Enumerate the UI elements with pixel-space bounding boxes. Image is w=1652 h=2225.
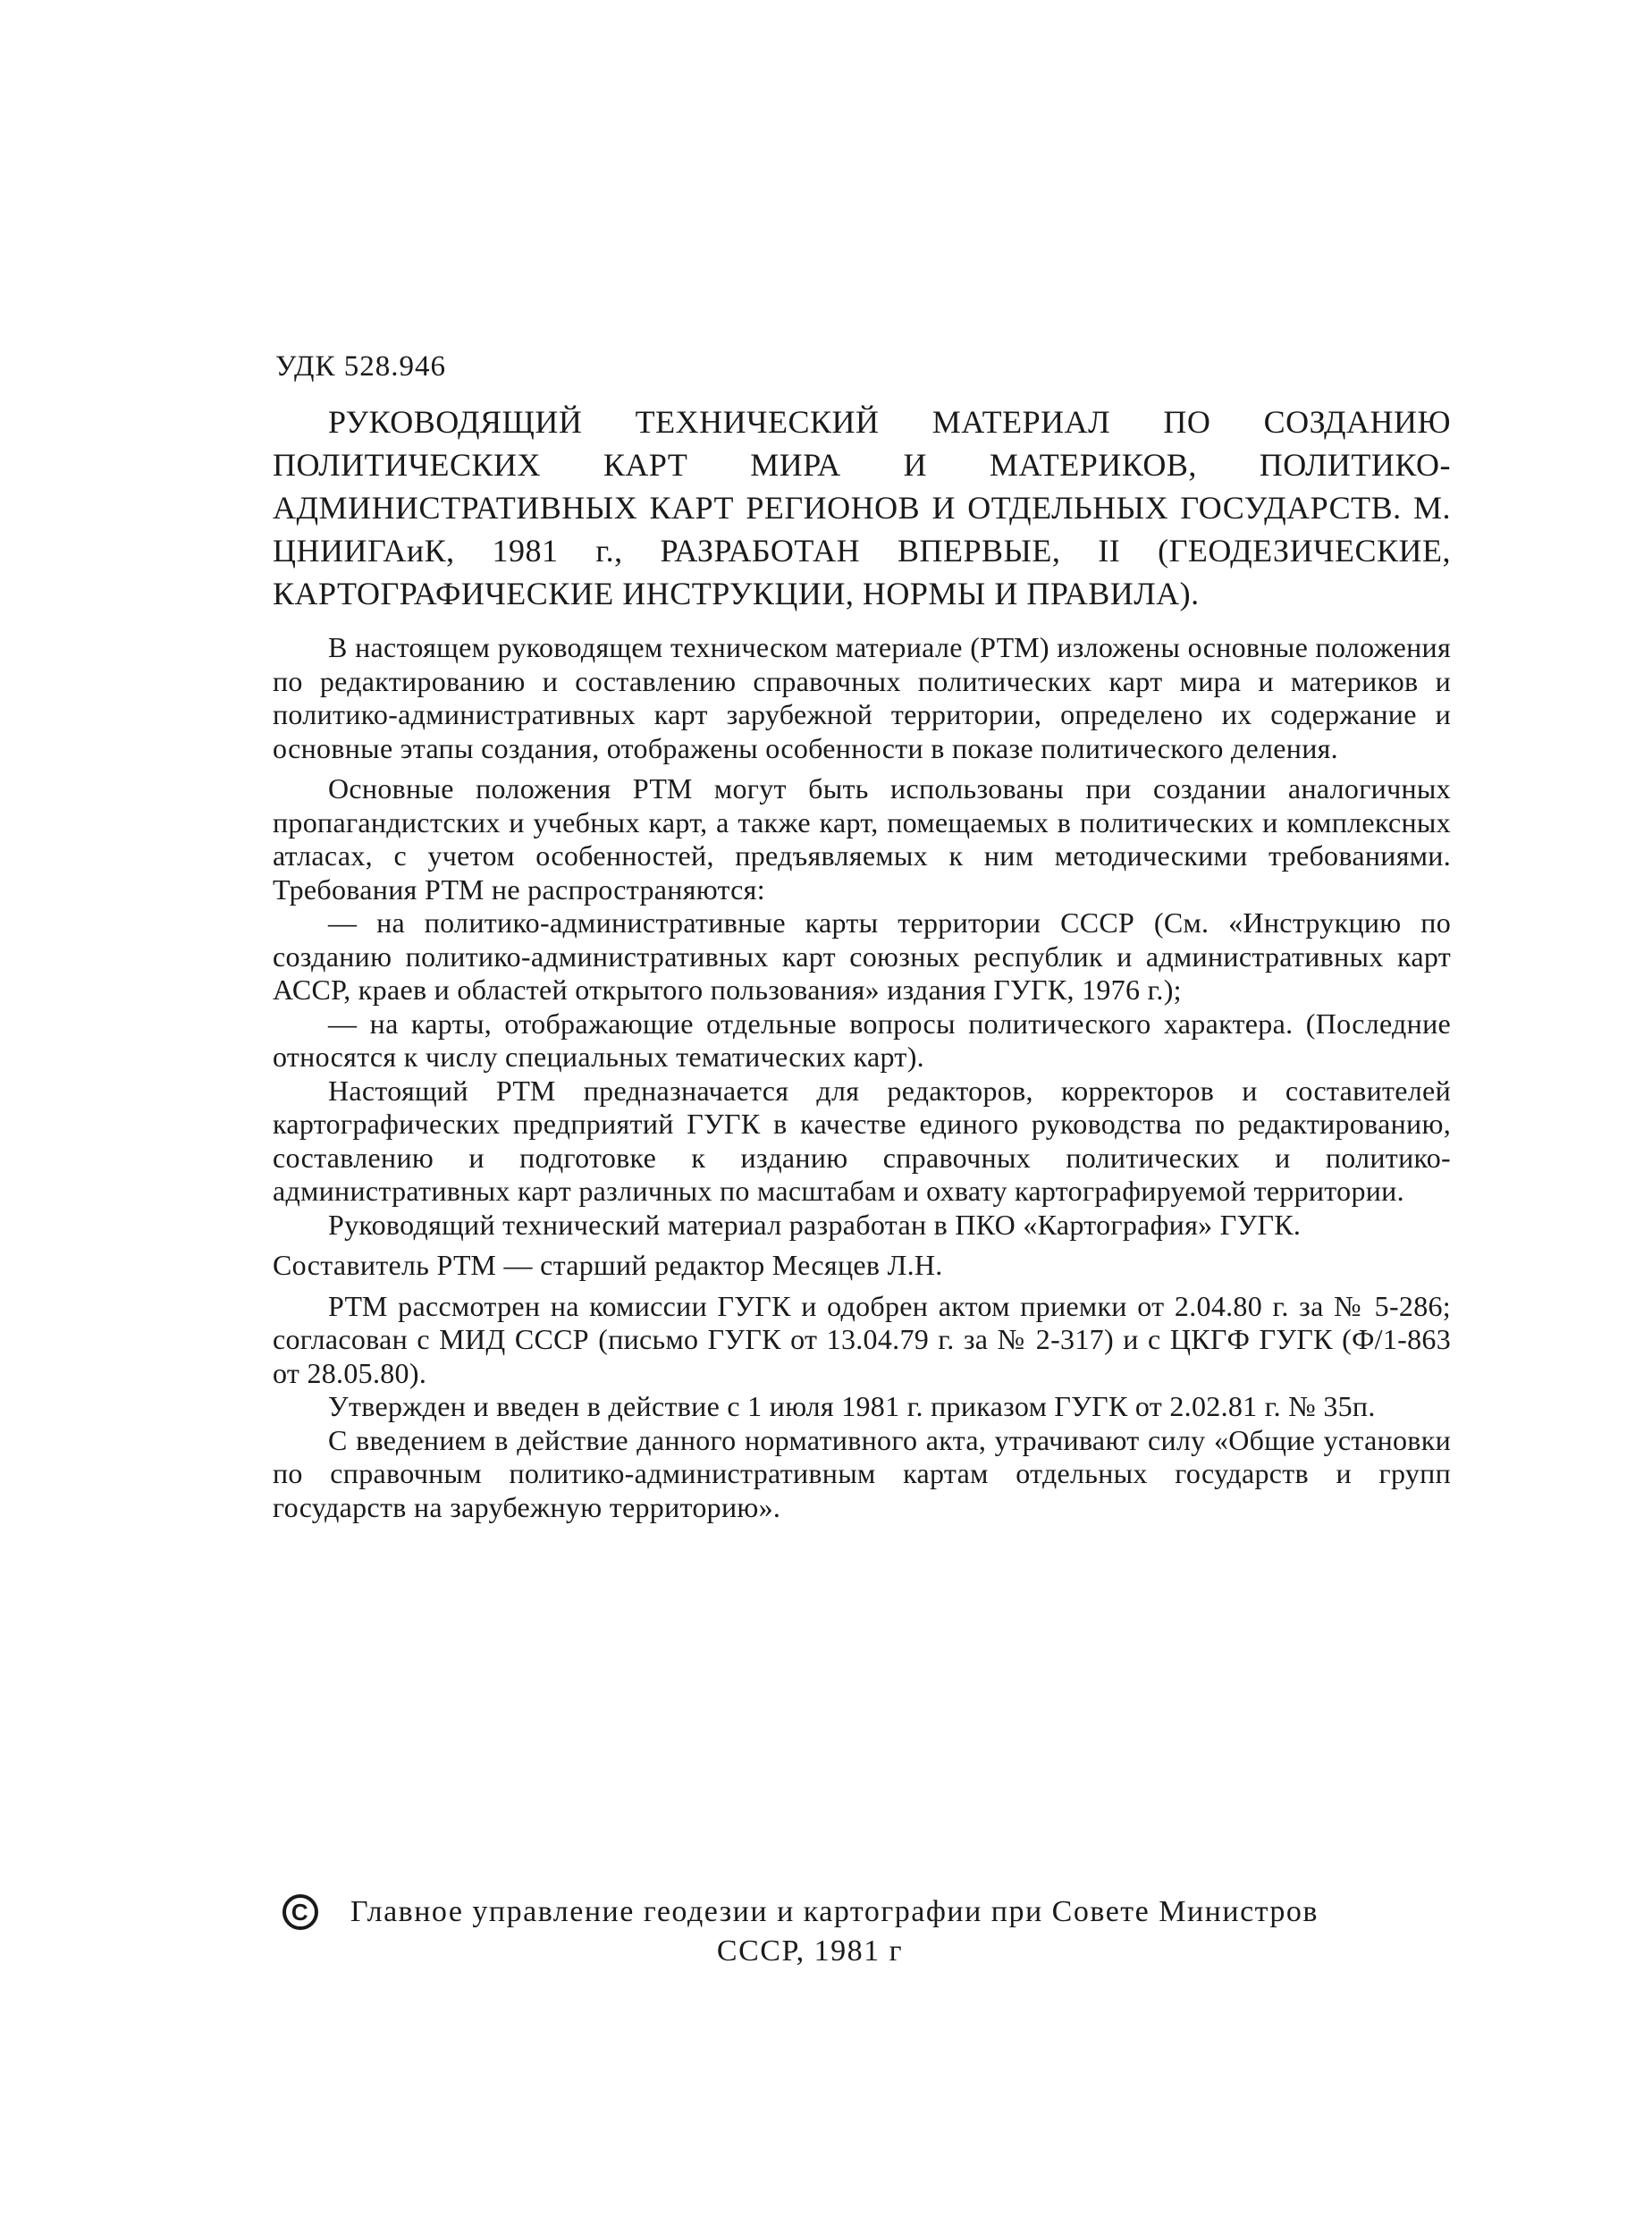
footer-line-1: [282, 1892, 1462, 1932]
document-title: РУКОВОДЯЩИЙ ТЕХНИЧЕСКИЙ МАТЕРИАЛ ПО СОЗДАНИЮ ПОЛИТИЧЕСКИХ КАРТ МИРА И МАТЕРИКОВ, ПОЛИТИКО-АДМИНИСТРАТИВНЫХ КАРТ РЕГИОНОВ И ОТДЕЛЬНЫХ ГОСУДАРСТВ. М. ЦНИИГАиК, 1981 г., РАЗРАБОТАН ВПЕРВЫЕ, II (ГЕОДЕЗИЧЕСКИЕ, КАРТОГРАФИЧЕСКИЕ ИНСТРУКЦИИ, НОРМЫ И ПРАВИЛА).: [273, 404, 1451, 611]
compiler-line: Составитель РТМ — старший редактор Месяцев Л.Н.: [273, 1249, 943, 1281]
approval-paragraph: РТМ рассмотрен на комиссии ГУГК и одобрен актом приемки от 2.04.80 г. за № 5-286; согласован с МИД СССР (письмо ГУГК от 13.04.79 г. за № 2-317) и с ЦКГФ ГУГК (Ф/1-863 от 28.05.80).: [273, 1289, 1451, 1389]
body-paragraph: Настоящий РТМ предназначается для редакторов, корректоров и составителей картографических предприятий ГУГК в качестве единого руководства по редактированию, составлению и подготовке к изданию справочных политических и политико-административных карт различных по масштабам и охвату картографируемой территории.: [273, 1074, 1451, 1207]
copyright-icon: C: [282, 1894, 318, 1930]
publisher-name: Главное управление геодезии и картографии при Совете Министров: [350, 1895, 1319, 1928]
approval-paragraph: Утвержден и введен в действие с 1 июля 1981 г. приказом ГУГК от 2.02.81 г. № 35п.: [328, 1390, 1376, 1422]
document-body: [273, 631, 1451, 1524]
body-paragraph: — на политико-административные карты территории СССР (См. «Инструкцию по созданию политико-административных карт союзных республик и административных карт АССР, краев и областей открытого пользования» издания ГУГК, 1976 г.);: [273, 906, 1451, 1006]
footer-line-2: СССР, 1981 г: [716, 1934, 904, 1968]
body-paragraph: Основные положения РТМ могут быть использованы при создании аналогичных пропагандистских и учебных карт, а также карт, помещаемых в политических и комплексных атласах, с учетом особенностей, предъявляемых к ним методическими требованиями. Требования РТМ не распространяются:: [273, 772, 1451, 906]
body-paragraph: В настоящем руководящем техническом материале (РТМ) изложены основные положения по редактированию и составлению справочных политических карт мира и материков и политико-административных карт зарубежной территории, определено их содержание и основные этапы создания, отображены особенности в показе политического деления.: [273, 631, 1451, 764]
body-paragraph: — на карты, отображающие отдельные вопросы политического характера. (Последние относятся к числу специальных тематических карт).: [273, 1007, 1451, 1073]
body-paragraph: Руководящий технический материал разработан в ПКО «Картография» ГУГК.: [328, 1208, 1302, 1241]
approval-paragraph: С введением в действие данного нормативного акта, утрачивают силу «Общие установки по справочным политико-административным картам отдельных государств и групп государств на зарубежную территорию».: [273, 1423, 1451, 1523]
copyright-footer: [282, 1892, 1462, 1971]
udk-code: УДК 528.946: [275, 350, 447, 383]
